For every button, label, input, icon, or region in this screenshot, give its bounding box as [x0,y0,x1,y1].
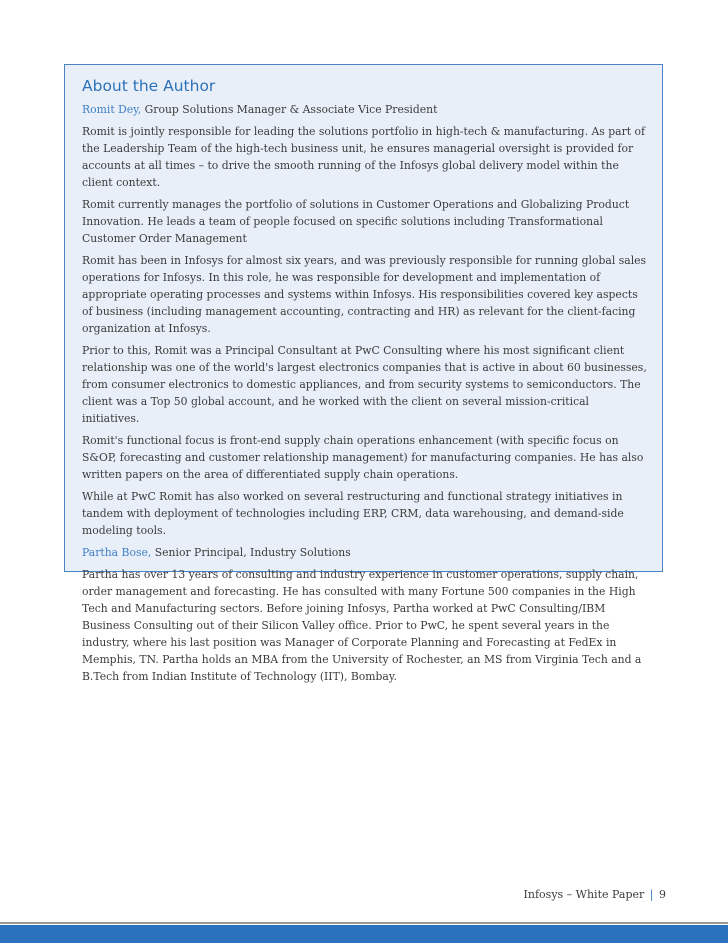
author-heading-partha [82,544,648,561]
box-title: About the Author [82,77,216,95]
footer-label: Infosys – White Paper [523,888,645,901]
page-footer [524,888,666,902]
author-name: Romit Dey, [82,103,142,116]
bottom-color-bar [0,925,728,943]
bio-paragraph: Romit is jointly responsible for leading the solutions portfolio in high-tech & manufacturing. As part of the Leadership Team of the high-tech business unit, he ensures managerial oversight is provided for accounts at all times – to drive the smooth running of the Infosys global delivery model within the client context. [82,125,645,189]
bio-paragraph: Romit currently manages the portfolio of solutions in Customer Operations and Globalizing Product Innovation. He leads a team of people focused on specific solutions including Transformational Customer Order Management [82,198,630,245]
bio-paragraph: Prior to this, Romit was a Principal Consultant at PwC Consulting where his most significant client relationship was one of the world's largest electronics companies that is active in about 60 businesses, from consumer electronics to domestic appliances, and from security systems to semiconductors. The client was a Top 50 global account, and he worked with the client on several mission-critical initiatives. [82,344,647,425]
bio-paragraph: Romit has been in Infosys for almost six years, and was previously responsible for running global sales operations for Infosys. In this role, he was responsible for development and implementation of appropriate operating processes and systems within Infosys. His responsibilities covered key aspects of business (including management accounting, contracting and HR) as relevant for the client-facing organization at Infosys. [82,254,647,335]
about-author-box [64,64,663,683]
author-heading-romit [82,101,648,118]
author-name: Partha Bose, [82,546,152,559]
page-number: 9 [659,888,666,901]
bio-paragraph: Romit's functional focus is front-end supply chain operations enhancement (with specific focus on S&OP, forecasting and customer relationship management) for manufacturing companies. He has also written papers on the area of differentiated supply chain operations. [82,434,644,481]
author-role: Senior Principal, Industry Solutions [151,546,351,559]
bottom-divider [0,922,728,924]
bio-paragraph: Partha has over 13 years of consulting and industry experience in customer operations, supply chain, order management and forecasting. He has consulted with many Fortune 500 companies in the High Tech and Manufacturing sectors. Before joining Infosys, Partha worked at PwC Consulting/IBM Business Consulting out of their Silicon Valley office. Prior to PwC, he spent several years in the industry, where his last position was Manager of Corporate Planning and Forecasting at FedEx in Memphis, TN. Partha holds an MBA from the University of Rochester, an MS from Virginia Tech and a B.Tech from Indian Institute of Technology (IIT), Bombay. [82,568,642,683]
author-role: Group Solutions Manager & Associate Vice President [141,103,438,116]
footer-separator: | [649,888,654,901]
bio-paragraph: While at PwC Romit has also worked on several restructuring and functional strategy initiatives in tandem with deployment of technologies including ERP, CRM, data warehousing, and demand-side modeling tools. [82,490,624,537]
